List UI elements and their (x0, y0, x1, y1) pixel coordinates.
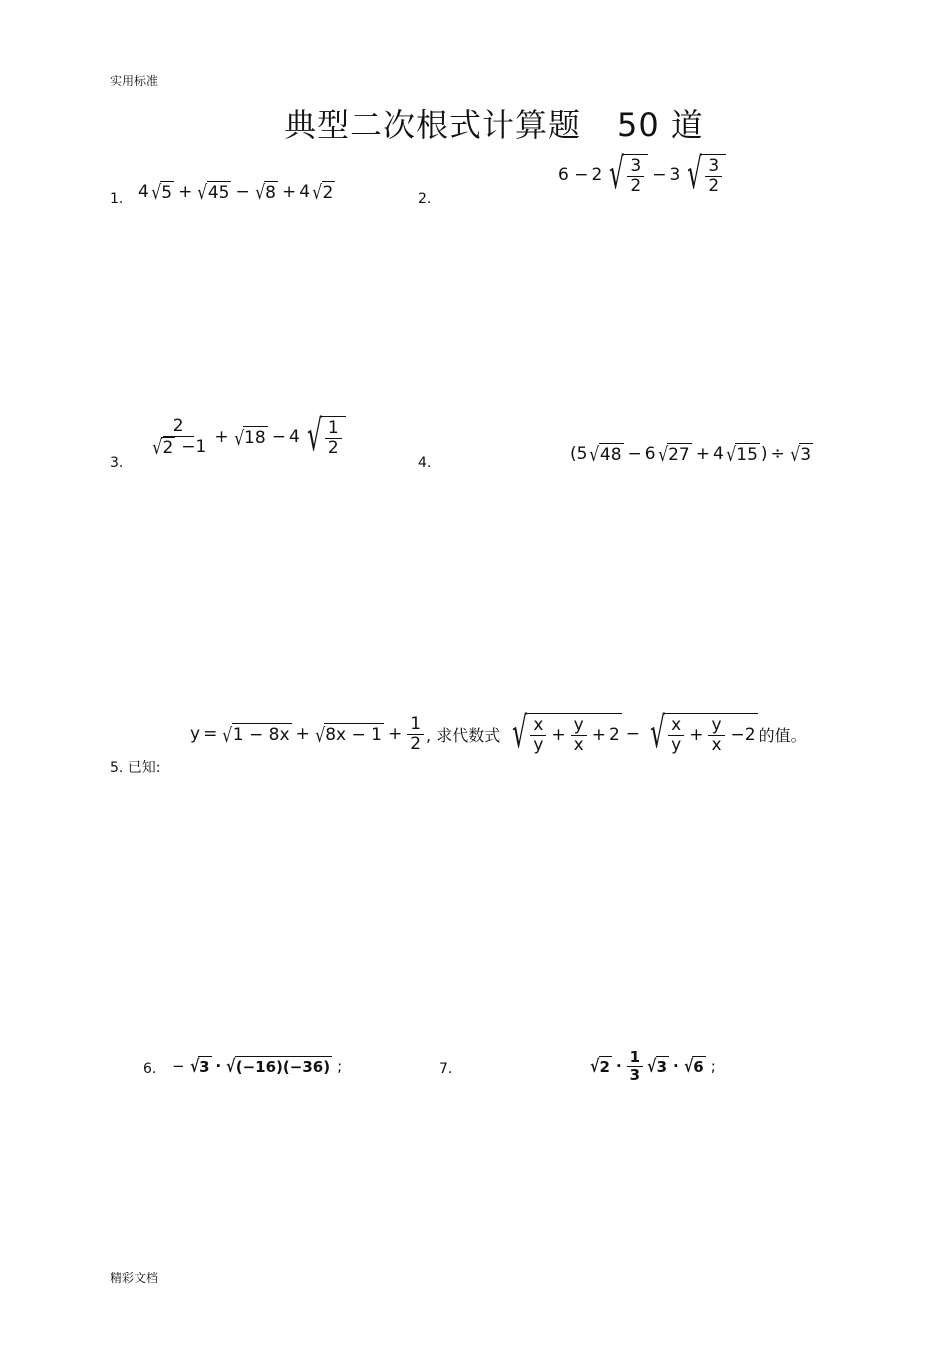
problem-4-expression: (5 √ 48 − 6 √ 27 + 4 √ 15 ) ÷ √ 3 (570, 443, 812, 467)
sqrt-symbol: √ 5 (151, 181, 173, 205)
problem-7-expression: √ 2 · $\frac{1}{3}$ √ 3 · √ 6 ; (590, 1048, 716, 1084)
sqrt-symbol: √ 3 (189, 1056, 210, 1077)
sqrt-symbol: √ 15 (726, 443, 758, 467)
problem-6-expression: − √ 3 · √ (−16)(−36) ; (172, 1056, 343, 1077)
sqrt-symbol: √ 8 (254, 181, 276, 205)
problem-5-number: 5. 已知: (110, 760, 161, 776)
problem-1-expression: 4 √ 5 + √ 45 − √ 8 + 4 √ 2 (138, 181, 334, 205)
sqrt-symbol: √ $\frac{x}{y}$ + $\frac{y}{x}$ −2 (650, 709, 756, 758)
title-text: 典型二次根式计算题 (284, 106, 582, 144)
page-title (284, 100, 704, 146)
sqrt-symbol: √ 2 (152, 435, 174, 459)
sqrt-symbol: √ $\frac{1}{2}$ (301, 416, 346, 459)
sqrt-symbol: √ $\frac{x}{y}$ + $\frac{y}{x}$ + 2 (512, 709, 620, 758)
problem-2-number: 2. (418, 191, 432, 207)
sqrt-symbol: √ 48 (589, 443, 622, 467)
problem-3-number: 3. (110, 455, 124, 471)
sqrt-symbol: √ 27 (657, 443, 690, 467)
sqrt-symbol: √ (−16)(−36) (226, 1056, 331, 1077)
sqrt-symbol: √ 2 (312, 181, 334, 205)
sqrt-symbol: √ 8x − 1 (315, 723, 382, 747)
footer-label: 精彩文档 (110, 1271, 159, 1285)
sqrt-symbol: √ $\frac{3}{2}$ (603, 154, 648, 197)
sqrt-symbol: √ 2 (590, 1056, 610, 1077)
sqrt-symbol: √ 45 (197, 181, 230, 205)
title-count: 50 道 (617, 106, 704, 144)
problem-1-number: 1. (110, 191, 124, 207)
header-label: 实用标准 (110, 74, 159, 88)
sqrt-symbol: √ 18 (233, 426, 266, 450)
problem-5-expression: y = √ 1 − 8x + √ 8x − 1 + $\frac{1}{2}$ , 求代数式 √ $\frac{x}{y}$ + $\frac{y}{x}$ + 2 − √ $\frac{x}{y}$ + $\frac{y}{x}$ −2 的值。 (190, 709, 807, 758)
problem-4-number: 4. (418, 455, 432, 471)
sqrt-symbol: √ $\frac{3}{2}$ (681, 154, 726, 197)
sqrt-symbol: √ 3 (790, 443, 812, 467)
problem-6-number: 6. (143, 1061, 157, 1077)
problem-2-expression: 6 − 2 √ $\frac{3}{2}$ − 3 √ $\frac{3}{2}$ (558, 154, 727, 197)
sqrt-symbol: √ 6 (683, 1056, 704, 1077)
sqrt-symbol: √ 3 (647, 1056, 668, 1077)
problem-7-number: 7. (439, 1061, 453, 1077)
problem-3-expression: 2 √ 2 −1 + √ 18 − 4 √ $\frac{1}{2}$ (145, 416, 347, 459)
sqrt-symbol: √ 1 − 8x (222, 723, 290, 747)
